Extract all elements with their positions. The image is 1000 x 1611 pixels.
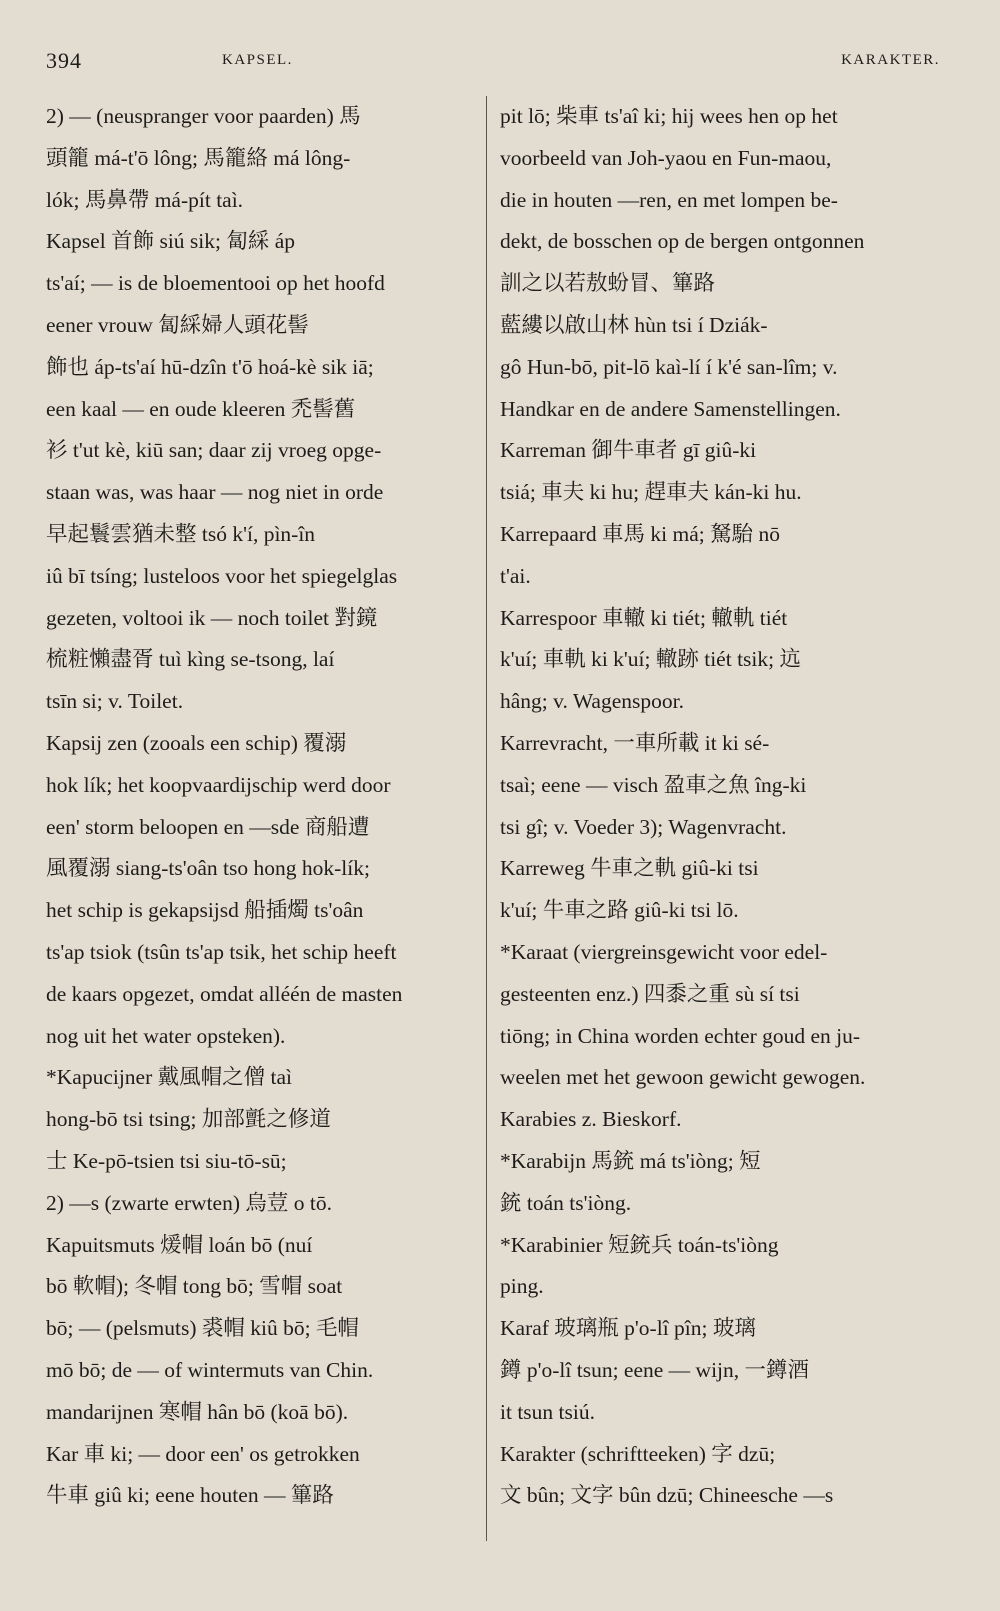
text-line: 文 bûn; 文字 bûn dzū; Chineesche —s (500, 1483, 834, 1508)
text-line: Karaf 玻璃瓶 p'o-lî pîn; 玻璃 (500, 1316, 756, 1341)
text-line: mō bō; de — of wintermuts van Chin. (46, 1357, 374, 1382)
text-line: 牛車 giû ki; eene houten — 篳路 (46, 1483, 334, 1508)
text-line: hok lík; het koopvaardijschip werd door (46, 772, 391, 797)
text-line: weelen met het gewoon gewicht gewogen. (500, 1065, 866, 1090)
text-line: 頭籠 má-t'ō lông; 馬籠絡 má lông- (46, 145, 351, 170)
left-column (46, 96, 478, 1517)
text-line: 鐏 p'o-lî tsun; eene — wijn, 一鐏酒 (500, 1357, 810, 1382)
left-running-title: KAPSEL. (222, 52, 293, 68)
text-line: ts'ap tsiok (tsûn ts'ap tsik, het schip heeft (46, 939, 397, 964)
text-line: lók; 馬鼻帶 má-pít taì. (46, 187, 244, 212)
page-number: 394 (46, 48, 82, 73)
text-line: nog uit het water opsteken). (46, 1023, 286, 1048)
text-line: *Karabinier 短銃兵 toán-ts'iòng (500, 1232, 779, 1257)
text-line: staan was, was haar — nog niet in orde (46, 480, 384, 505)
text-line: 早起鬟雲猶未整 tsó k'í, pìn-în (46, 521, 316, 546)
text-line: mandarijnen 寒帽 hân bō (koā bō). (46, 1399, 349, 1424)
text-line: Karreweg 牛車之軌 giû-ki tsi (500, 856, 759, 881)
text-line: dekt, de bosschen op de bergen ontgonnen (500, 229, 865, 254)
text-line: eener vrouw 匐綵婦人頭花髻 (46, 312, 309, 337)
text-line: pit lō; 柴車 ts'aî ki; hij wees hen op het (500, 104, 838, 128)
text-line: bō; — (pelsmuts) 裘帽 kiû bō; 毛帽 (46, 1316, 359, 1341)
text-line: Karabies z. Bieskorf. (500, 1107, 682, 1132)
text-line: de kaars opgezet, omdat alléén de masten (46, 981, 403, 1006)
text-line: een kaal — en oude kleeren 禿髻舊 (46, 396, 356, 421)
right-column (500, 96, 938, 1517)
text-line: 銃 toán ts'iòng. (500, 1190, 632, 1215)
text-line: Karreman 御牛車者 gī giû-ki (500, 438, 757, 463)
text-line: tiōng; in China worden echter goud en ju- (500, 1023, 861, 1048)
text-line: tsaì; eene — visch 盈車之魚 îng-ki (500, 772, 807, 797)
text-line: het schip is gekapsijsd 船插燭 ts'oân (46, 898, 364, 923)
text-line: Kapsij zen (zooals een schip) 覆溺 (46, 730, 347, 755)
text-line: 飾也 áp-ts'aí hū-dzîn t'ō hoá-kè sik iā; (46, 354, 374, 379)
column-divider (486, 96, 487, 1541)
right-running-title: KARAKTER. (841, 52, 940, 68)
text-line: Handkar en de andere Samenstellingen. (500, 396, 841, 421)
text-line: Kapuitsmuts 煖帽 loán bō (nuí (46, 1232, 313, 1257)
text-line: gô Hun-bō, pit-lō kaì-lí í k'é san-lîm; v. (500, 354, 838, 379)
text-line: iû bī tsíng; lusteloos voor het spiegelglas (46, 563, 398, 588)
text-line: een' storm beloopen en —sde 商船遭 (46, 814, 370, 839)
text-line: ping. (500, 1274, 544, 1299)
text-line: Karakter (schriftteeken) 字 dzū; (500, 1441, 776, 1466)
text-line: k'uí; 車軌 ki k'uí; 轍跡 tiét tsik; 迒 (500, 647, 801, 672)
text-line: k'uí; 牛車之路 giû-ki tsi lō. (500, 898, 739, 923)
text-line: Kar 車 ki; — door een' os getrokken (46, 1441, 360, 1466)
text-line: 衫 t'ut kè, kiū san; daar zij vroeg opge- (46, 438, 382, 463)
text-line: voorbeeld van Joh-yaou en Fun-maou, (500, 145, 832, 170)
text-line: Karrespoor 車轍 ki tiét; 轍軌 tiét (500, 605, 788, 630)
text-line: hong-bō tsi tsing; 加部氈之修道 (46, 1107, 331, 1132)
text-line: *Karaat (viergreinsgewicht voor edel- (500, 939, 828, 964)
text-line: 訓之以若敖蚡冒、篳路 (500, 271, 716, 296)
text-line: 梳粧懶盡胥 tuì kìng se-tsong, laí (46, 647, 335, 672)
text-line: Karrepaard 車馬 ki má; 駑駘 nō (500, 521, 781, 546)
text-line: 士 Ke-pō-tsien tsi siu-tō-sū; (46, 1148, 287, 1173)
text-line: tsiá; 車夫 ki hu; 趕車夫 kán-ki hu. (500, 480, 802, 505)
text-line: it tsun tsiú. (500, 1399, 595, 1424)
text-line: ts'aí; — is de bloementooi op het hoofd (46, 271, 385, 296)
text-line: *Karabijn 馬銃 má ts'iòng; 短 (500, 1148, 761, 1173)
text-line: tsīn si; v. Toilet. (46, 689, 184, 714)
text-line: 2) —s (zwarte erwten) 烏荳 o tō. (46, 1190, 332, 1215)
text-line: gesteenten enz.) 四黍之重 sù sí tsi (500, 981, 800, 1006)
text-line: *Kapucijner 戴風帽之僧 taì (46, 1065, 293, 1090)
text-line: hâng; v. Wagenspoor. (500, 689, 684, 714)
text-line: tsi gî; v. Voeder 3); Wagenvracht. (500, 814, 787, 839)
text-line: 2) — (neuspranger voor paarden) 馬 (46, 104, 361, 128)
running-head (46, 44, 940, 84)
text-line: die in houten —ren, en met lompen be- (500, 187, 838, 212)
text-line: 藍縷以啟山林 hùn tsi í Dziák- (500, 312, 768, 337)
text-line: Karrevracht, 一車所載 it ki sé- (500, 730, 770, 755)
text-line: bō 軟帽); 冬帽 tong bō; 雪帽 soat (46, 1274, 343, 1299)
text-line: gezeten, voltooi ik — noch toilet 對鏡 (46, 605, 378, 630)
text-line: t'ai. (500, 563, 531, 588)
text-line: 風覆溺 siang-ts'oân tso hong hok-lík; (46, 856, 370, 881)
text-line: Kapsel 首飾 siú sik; 匐綵 áp (46, 229, 296, 254)
